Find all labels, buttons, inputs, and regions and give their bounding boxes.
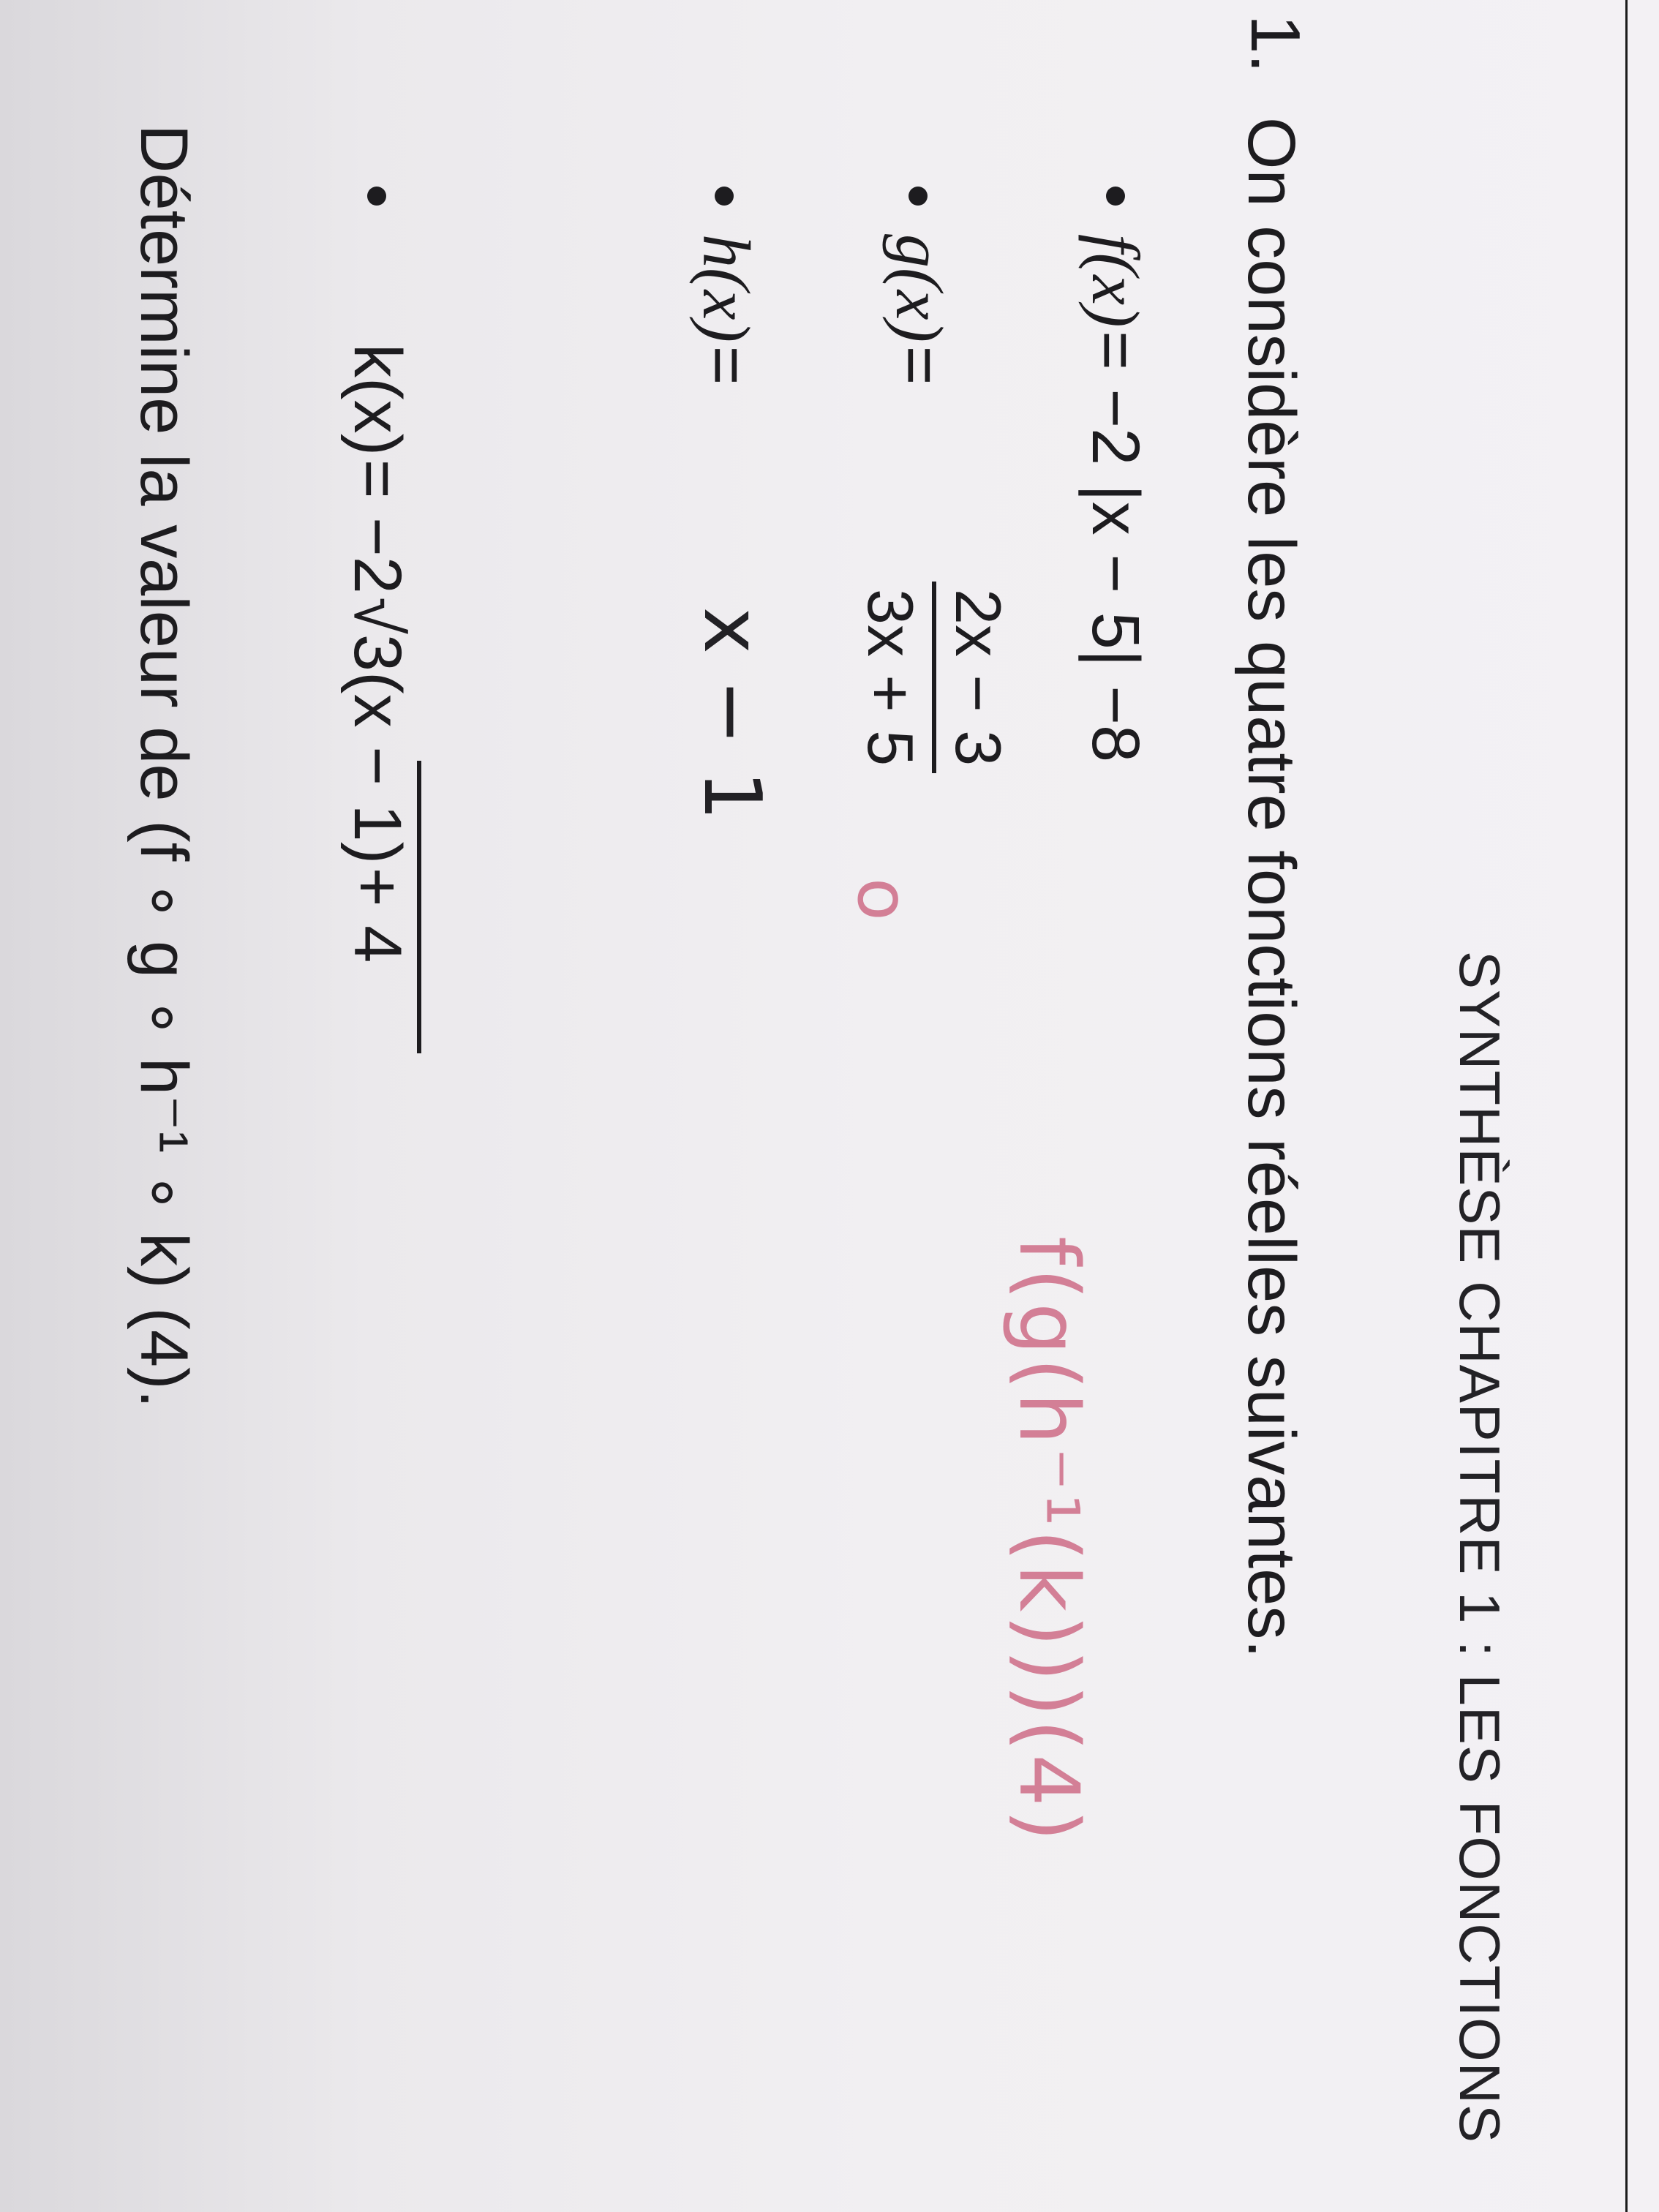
function-k-suffix: + 4 <box>340 867 415 963</box>
function-k-name: k(x) <box>340 344 415 456</box>
function-h-handwritten-expression: x − 1 <box>686 607 778 821</box>
function-f-name: f(x) <box>1078 234 1153 328</box>
function-k <box>339 344 415 963</box>
bullet-h <box>715 187 734 206</box>
function-g-equals: = <box>882 345 957 385</box>
sqrt-symbol: √ <box>340 597 415 634</box>
function-h-name: h(x) <box>689 234 764 343</box>
function-k-radicand: 3(x − 1) <box>340 633 415 865</box>
function-g-fraction <box>853 582 1015 773</box>
function-h-left <box>688 234 765 385</box>
instruction-text: Détermine la valeur de (f ∘ g ∘ h⁻¹ ∘ k) (4). <box>127 124 201 1409</box>
function-g-name: g(x) <box>882 234 957 343</box>
page-title: SYNTHÈSE CHAPITRE 1 : LES FONCTIONS <box>1448 951 1512 2143</box>
function-f <box>1077 234 1154 762</box>
question-intro: On considère les quatre fonctions réelles suivantes. <box>1234 117 1309 1658</box>
bullet-g <box>908 187 928 206</box>
function-f-expression: = −2 |x − 5| −8 <box>1078 331 1153 763</box>
function-k-prefix: = −2 <box>340 459 415 594</box>
handwritten-composition-note: f(g(h⁻¹(k)))(4) <box>1001 1236 1096 1845</box>
function-h-equals: = <box>689 345 764 385</box>
question-number: 1. <box>1236 15 1314 74</box>
fraction-bar <box>932 582 936 773</box>
bullet-k <box>367 187 386 206</box>
handwritten-circle: o <box>842 878 924 921</box>
function-g-denominator: 3x + 5 <box>854 589 927 767</box>
sqrt-overline <box>417 761 421 1053</box>
bullet-f <box>1106 187 1125 206</box>
function-g-left <box>881 234 958 385</box>
function-g-numerator: 2x − 3 <box>942 589 1015 767</box>
